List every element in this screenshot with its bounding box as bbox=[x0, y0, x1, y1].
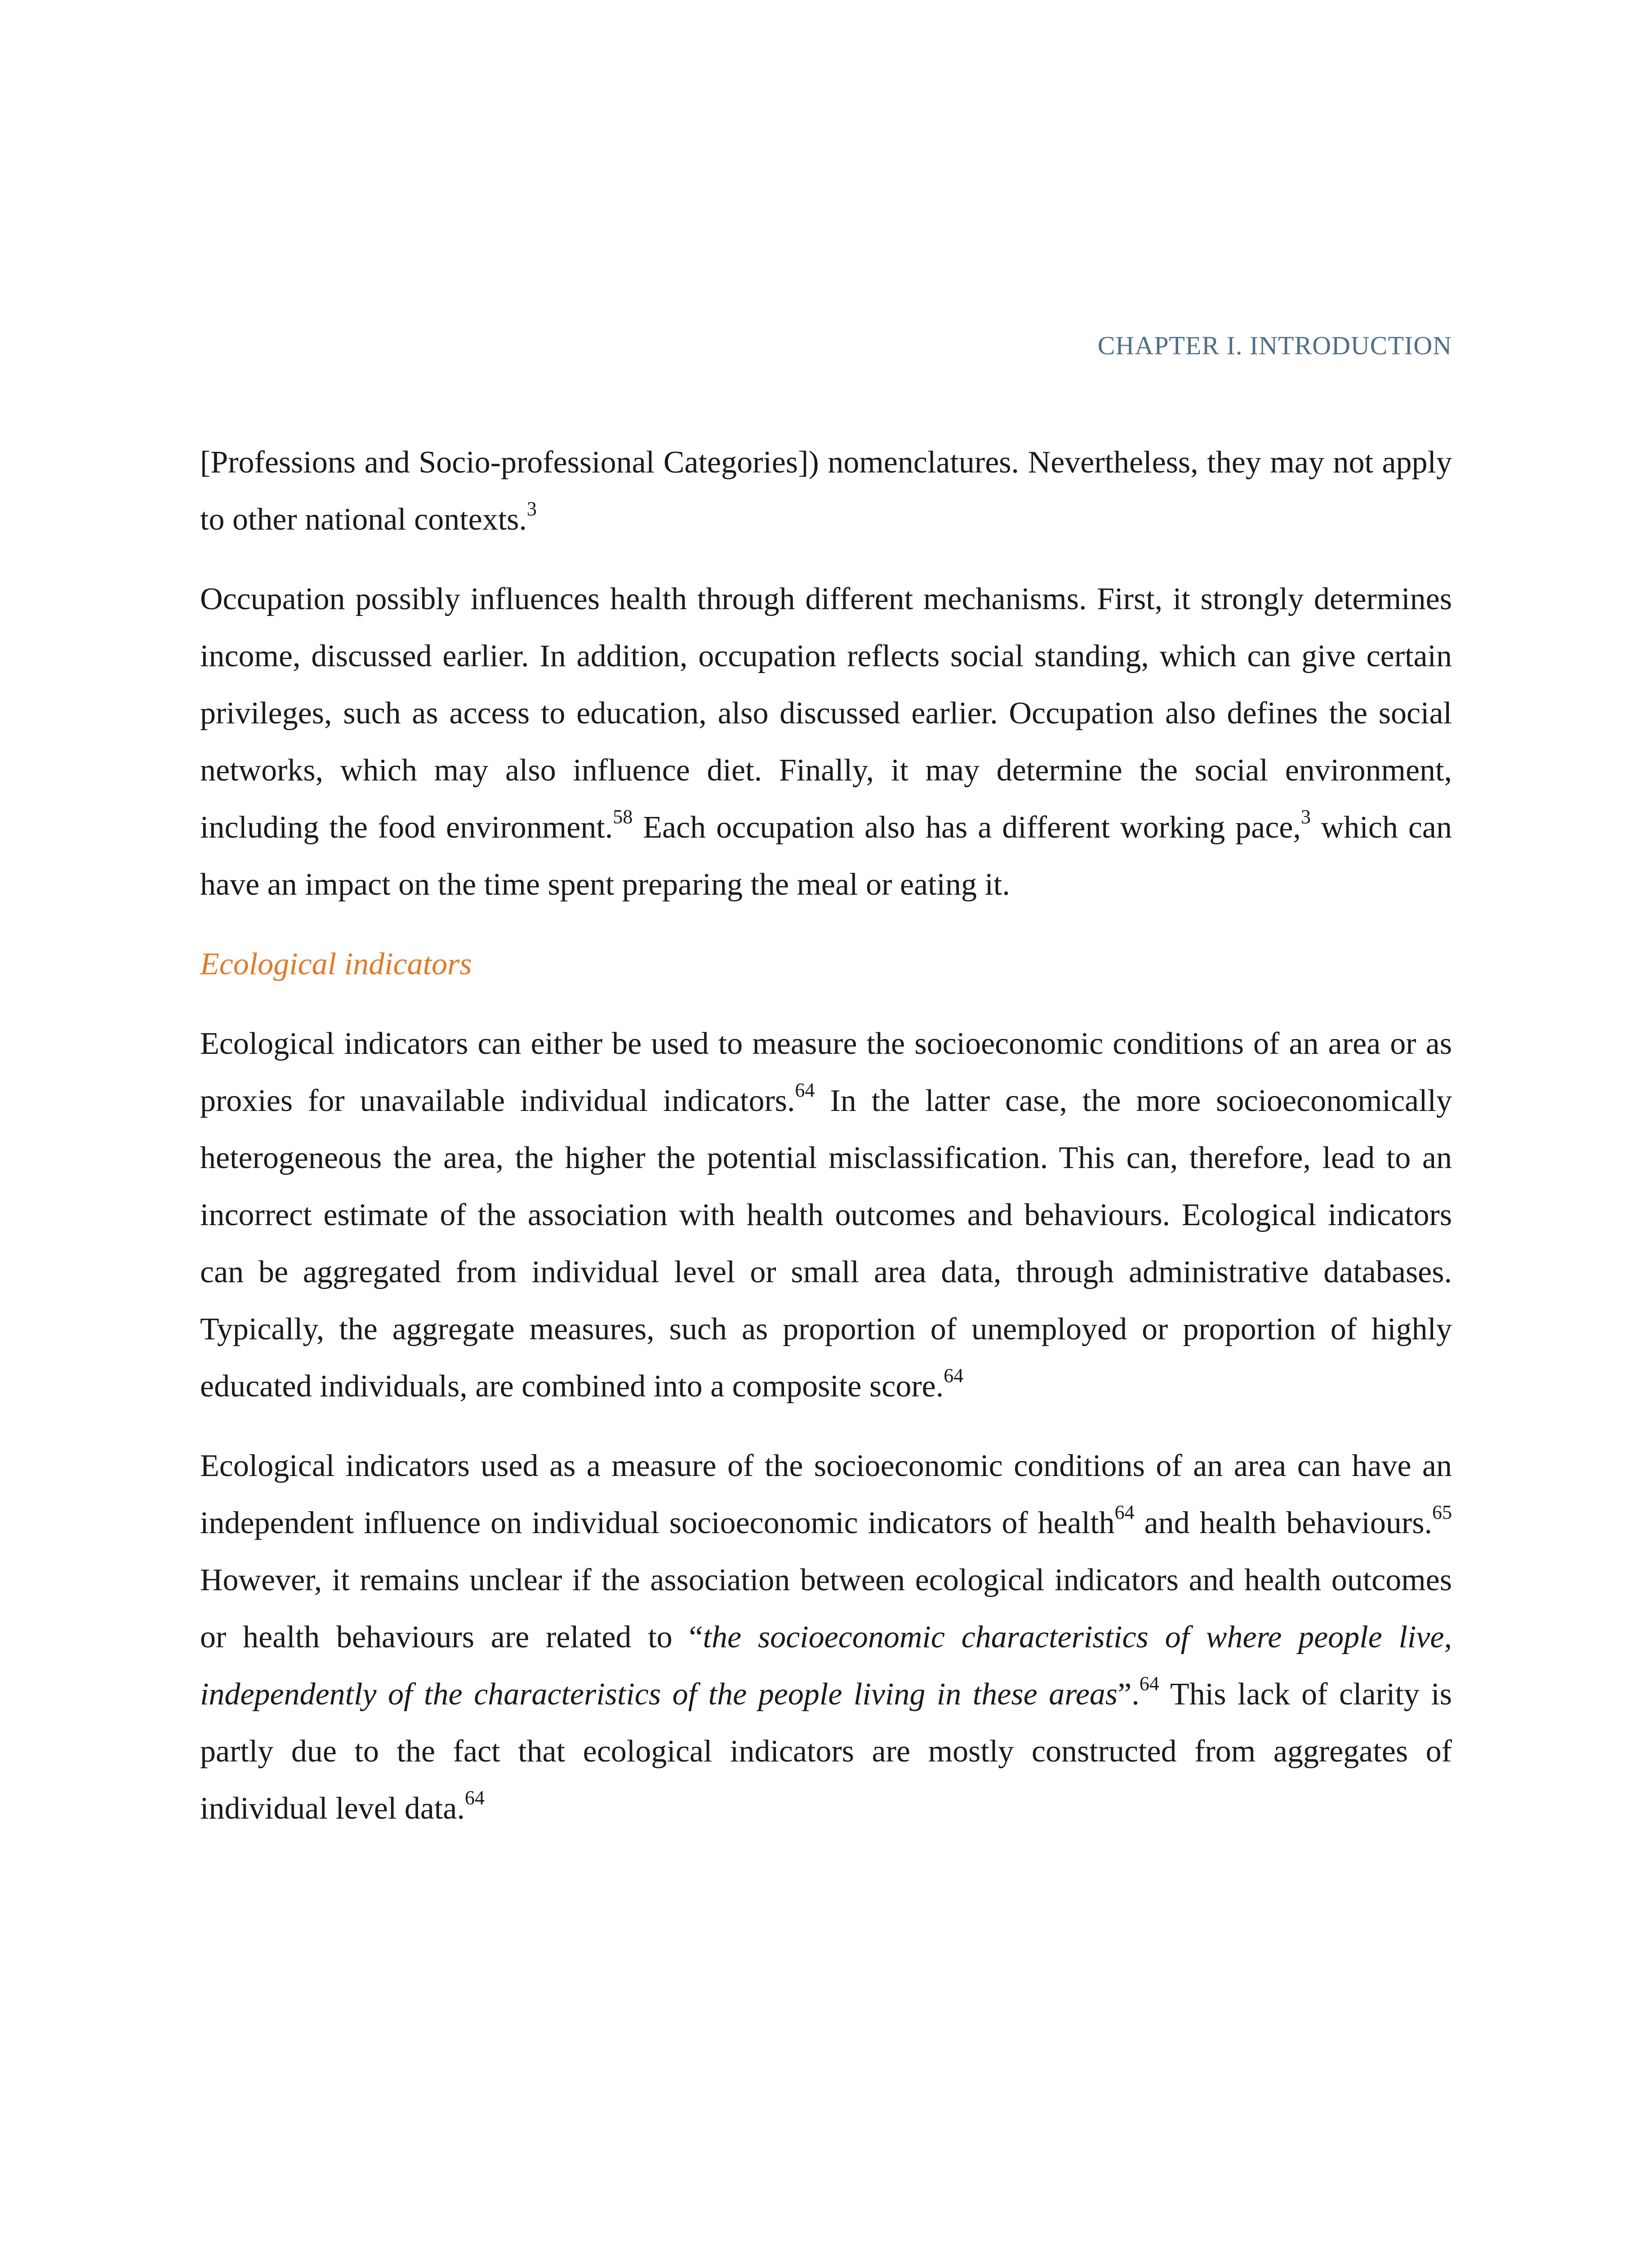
citation-superscript: 64 bbox=[944, 1364, 964, 1387]
text-run: This lack of clarity is partly due to the fact that ecological indicators are mostly constructed from aggregates of individual level data. bbox=[200, 1677, 1452, 1826]
citation-superscript: 58 bbox=[613, 805, 633, 828]
text-run: Occupation possibly influences health through different mechanisms. First, it strongly determines income, discussed earlier. In addition, occupation reflects social standing, which can give certain privileges, such as access to education, also discussed earlier. Occupation also defines the social networks, which may also influence diet. Finally, it may determine the social environment, including the food environment. bbox=[200, 582, 1452, 845]
text-run: Each occupation also has a different working pace, bbox=[632, 810, 1301, 845]
paragraph-4 bbox=[200, 1437, 1452, 1837]
citation-superscript: 64 bbox=[795, 1079, 815, 1101]
text-run: However, it remains unclear if the association between ecological indicators and health outcomes or health behaviours are related to “ bbox=[200, 1563, 1452, 1655]
text-run: which can have an impact on the time spent preparing the meal or eating it. bbox=[200, 810, 1452, 902]
text-run: [Professions and Socio-professional Categories]) nomenclatures. Nevertheless, they may not apply to other national contexts. bbox=[200, 445, 1452, 537]
citation-superscript: 64 bbox=[464, 1786, 485, 1809]
running-head: CHAPTER I. INTRODUCTION bbox=[1097, 331, 1452, 360]
citation-superscript: 3 bbox=[1300, 805, 1311, 828]
citation-superscript: 65 bbox=[1432, 1501, 1452, 1523]
text-run: In the latter case, the more socioeconomically heterogeneous the area, the higher the potential misclassification. This can, therefore, lead to an incorrect estimate of the association with health outcomes and behaviours. Ecological indicators can be aggregated from individual level or small area data, through administrative databases. Typically, the aggregate measures, such as proportion of unemployed or proportion of highly educated individuals, are combined into a composite score. bbox=[200, 1084, 1452, 1404]
citation-superscript: 3 bbox=[527, 497, 537, 520]
citation-superscript: 64 bbox=[1139, 1672, 1159, 1695]
italic-quote: the socioeconomic characteristics of where people live, independently of the characteristics of the people living in these areas bbox=[200, 1620, 1452, 1712]
paragraph-3 bbox=[200, 1015, 1452, 1415]
citation-superscript: 64 bbox=[1114, 1501, 1135, 1523]
text-run: ”. bbox=[1118, 1677, 1140, 1712]
text-run: Ecological indicators can either be used to measure the socioeconomic conditions of an area or as proxies for unavailable individual indicators. bbox=[200, 1026, 1452, 1118]
section-subheading: Ecological indicators bbox=[200, 947, 472, 981]
body-text bbox=[200, 434, 1452, 1860]
text-run: Ecological indicators used as a measure of the socioeconomic conditions of an area can have an independent influence on individual socioeconomic indicators of health bbox=[200, 1449, 1452, 1540]
paragraph-1 bbox=[200, 434, 1452, 548]
paragraph-2 bbox=[200, 571, 1452, 913]
text-run: and health behaviours. bbox=[1134, 1506, 1432, 1540]
